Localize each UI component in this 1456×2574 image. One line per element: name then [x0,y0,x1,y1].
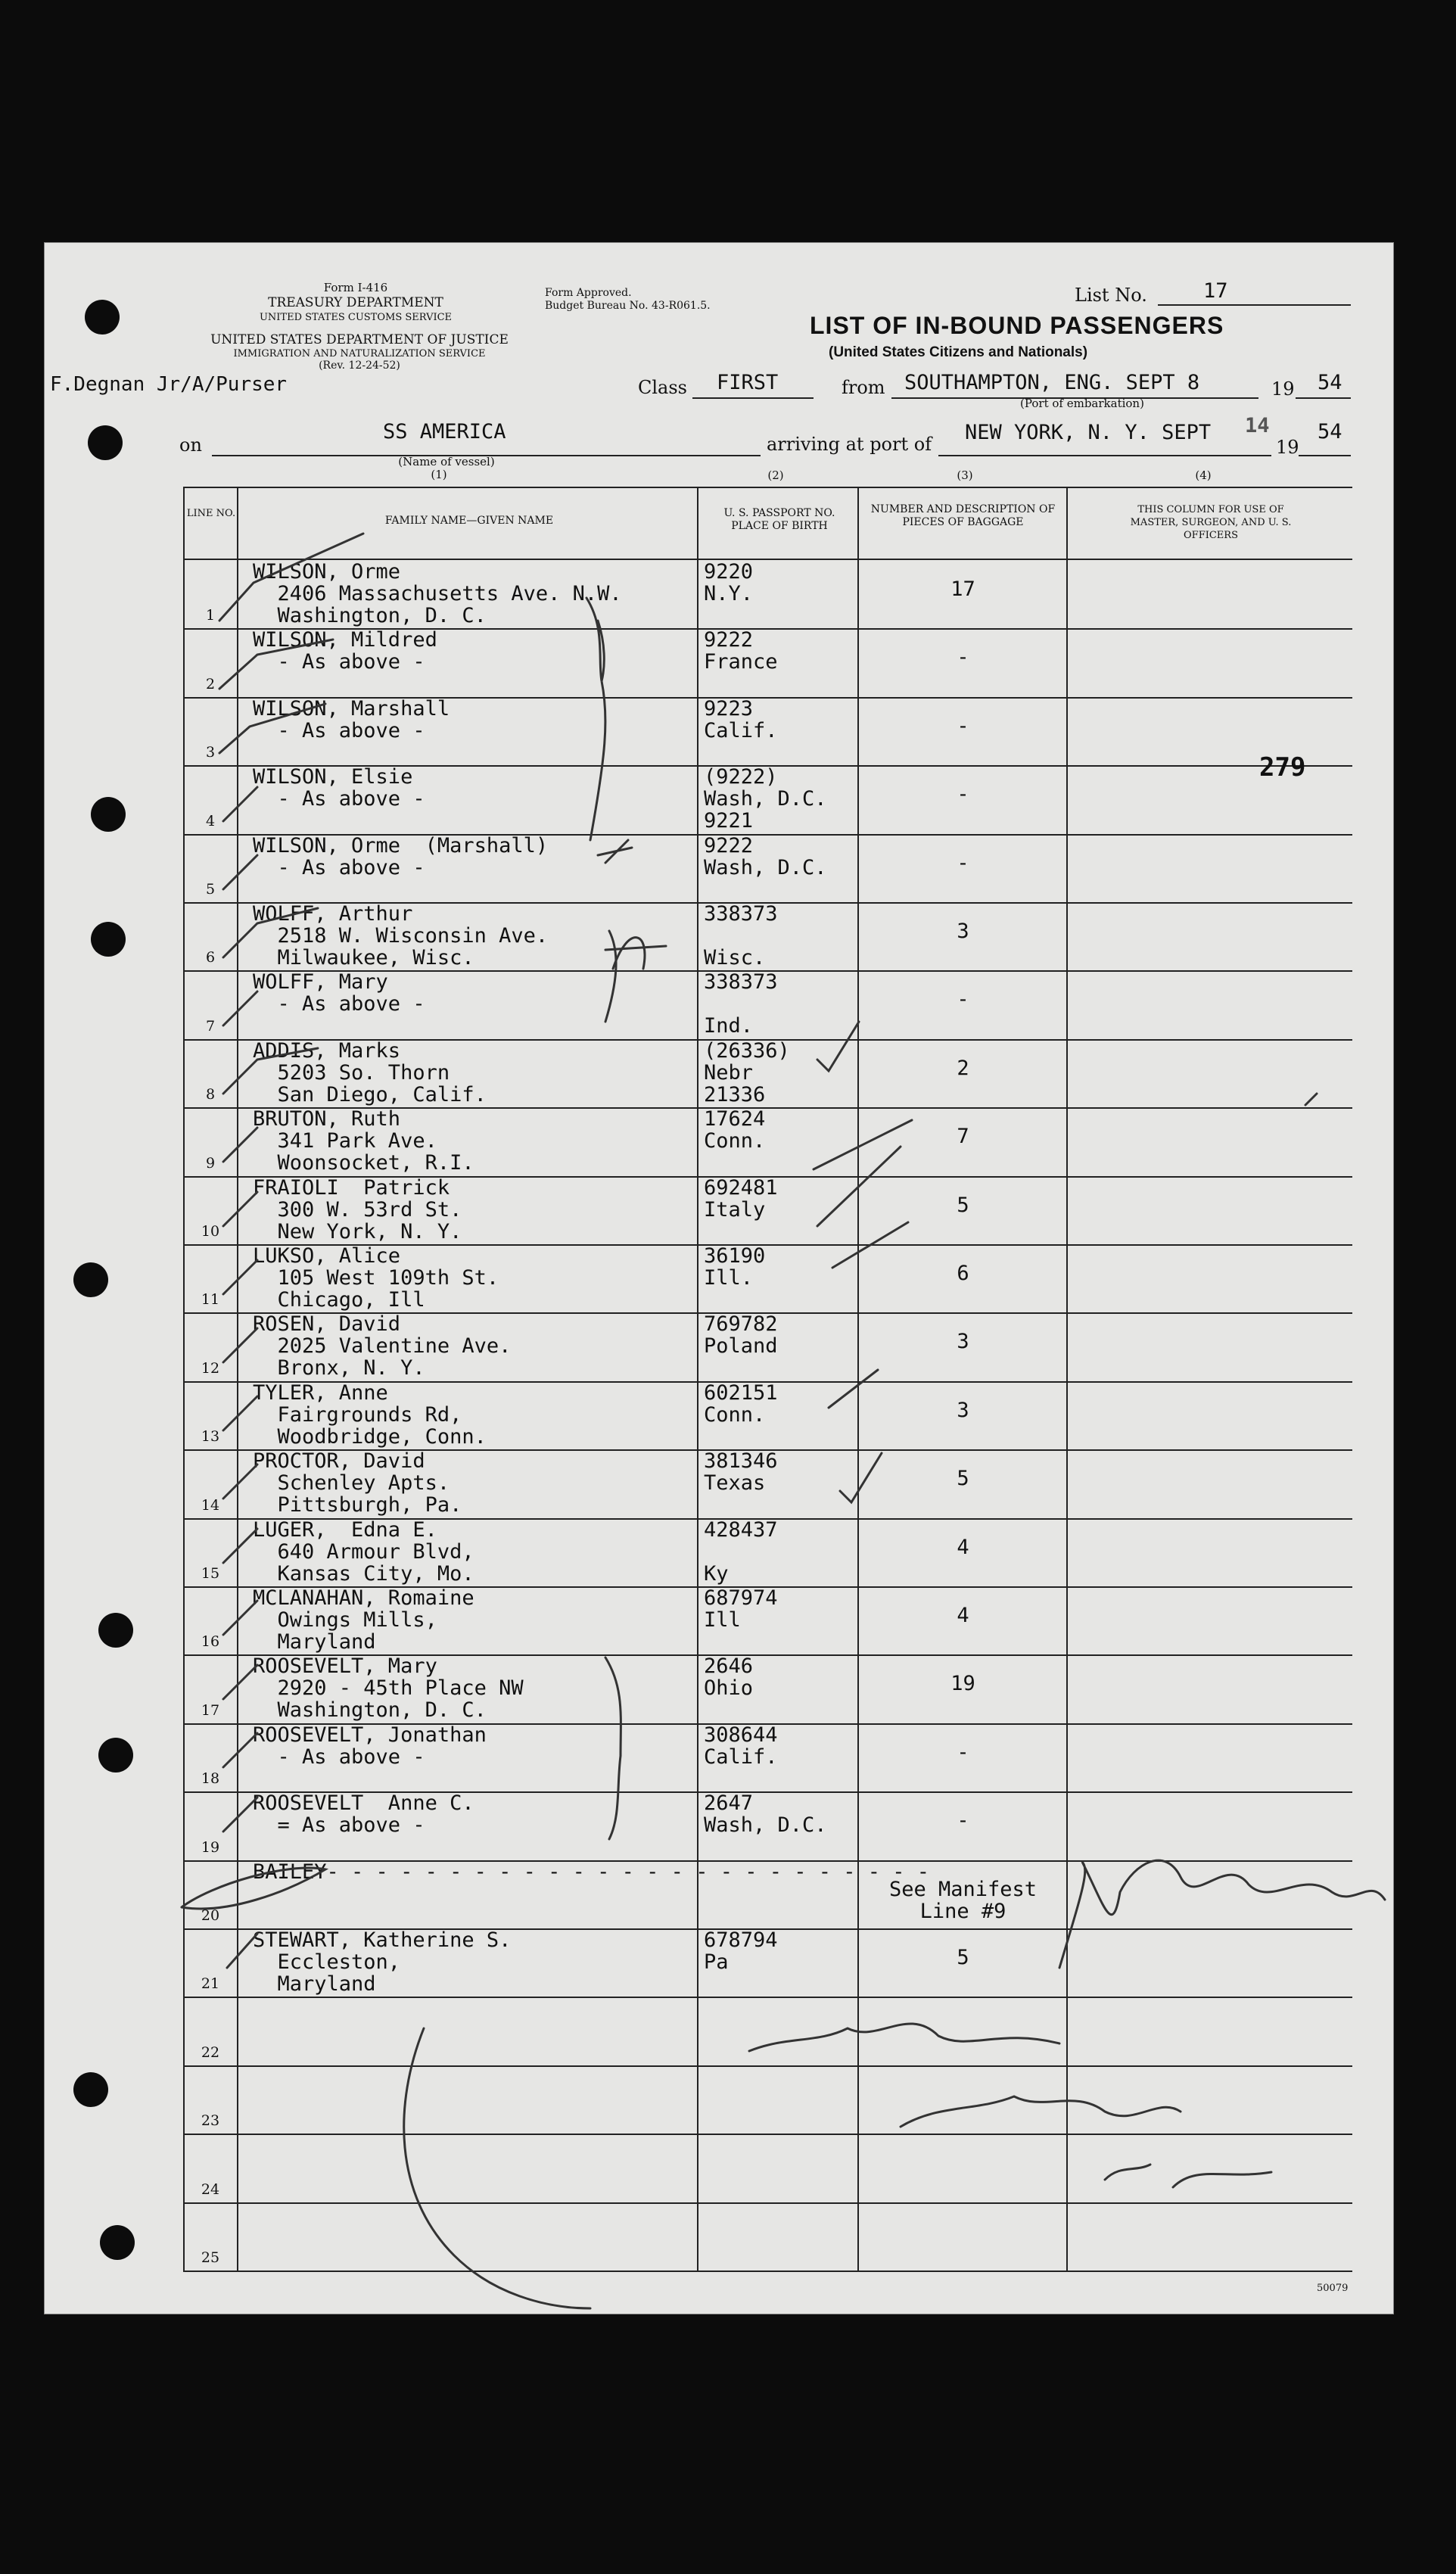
passenger-name: WILSON, Mildred - As above - [253,628,437,674]
year1-prefix: 19 [1271,378,1295,400]
row-line-number: 14 [201,1496,220,1514]
passenger-name: WOLFF, Arthur 2518 W. Wisconsin Ave. Milwaukee, Wisc. [253,902,549,970]
from-value: SOUTHAMPTON, ENG. SEPT 8 [904,371,1200,394]
passport-birthplace: 381346 Texas [704,1449,778,1496]
list-no-label: List No. [1075,285,1147,306]
passenger-name: STEWART, Katherine S. Eccleston, Maryland [253,1928,512,1996]
row-line-number: 11 [201,1291,220,1309]
year1-value: 54 [1318,371,1342,394]
passport-birthplace: 17624 Conn. [704,1107,766,1153]
baggage-count: 17 [950,577,975,601]
passenger-name: LUKSO, Alice 105 West 109th St. Chicago, Ill [253,1244,499,1312]
row-line-number: 22 [201,2043,220,2061]
form-approved: Form Approved. [545,287,632,299]
passport-birthplace: 36190 Ill. [704,1244,766,1290]
passenger-name: WILSON, Marshall - As above - [253,696,450,742]
baggage-count: 2 [957,1056,969,1080]
passport-birthplace: 678794 Pa [704,1928,778,1974]
baggage-count: 3 [957,1398,969,1422]
baggage-count: 4 [957,1604,969,1627]
passenger-name: WILSON, Orme (Marshall) - As above - [253,833,549,879]
passport-birthplace: (26336) Nebr 21336 [704,1038,790,1106]
passenger-name: MCLANAHAN, Romaine Owings Mills, Maryland [253,1586,474,1654]
ins-service: IMMIGRATION AND NATURALIZATION SERVICE [233,348,486,359]
passenger-name: WILSON, Orme 2406 Massachusetts Ave. N.W. Washington, D. C. [253,560,622,627]
footer-code: 50079 [1317,2283,1349,2294]
page-subtitle: (United States Citizens and Nationals) [829,344,1088,360]
list-no-value: 17 [1203,279,1228,303]
header-baggage: NUMBER AND DESCRIPTION OF PIECES OF BAGGAGE [870,503,1056,528]
year2-prefix: 19 [1276,437,1299,458]
baggage-count: - [957,1809,969,1833]
year2-value: 54 [1318,420,1342,444]
passport-birthplace: 9223 Calif. [704,696,778,742]
passenger-name: ADDIS, Marks 5203 So. Thorn San Diego, Calif. [253,1038,487,1106]
baggage-count: See Manifest Line #9 [888,1877,1038,1923]
baggage-count: 19 [950,1672,975,1696]
passenger-name: FRAIOLI Patrick 300 W. 53rd St. New York, N. Y. [253,1175,462,1243]
passport-birthplace: 602151 Conn. [704,1380,778,1427]
vessel-caption: (Name of vessel) [398,455,495,468]
baggage-count: 5 [957,1193,969,1217]
passport-birthplace: 2646 Ohio [704,1654,754,1701]
passenger-name: LUGER, Edna E. 640 Armour Blvd, Kansas City, Mo. [253,1517,474,1586]
passport-birthplace: 769782 Poland [704,1312,778,1359]
header-line-no: LINE NO. [186,508,236,519]
row-line-number: 9 [205,1154,216,1172]
row-line-number: 23 [201,2112,220,2130]
purser-name: F.Degnan Jr/A/Purser [50,373,288,396]
passenger-name: ROOSEVELT, Jonathan - As above - [253,1723,487,1769]
passenger-name: TYLER, Anne Fairgrounds Rd, Woodbridge, Conn. [253,1380,487,1449]
treasury-dept: TREASURY DEPARTMENT [268,295,443,310]
header-passport-num: (2) [767,468,784,482]
customs-service: UNITED STATES CUSTOMS SERVICE [259,312,453,323]
header-baggage-num: (3) [957,468,973,482]
passport-birthplace: 9222 France [704,628,778,674]
row-line-number: 18 [201,1770,220,1788]
vessel-name: SS AMERICA [383,420,506,444]
passport-birthplace: 9220 N.Y. [704,560,754,605]
baggage-count: - [957,783,969,807]
arrival-value: NEW YORK, N. Y. SEPT [965,421,1212,444]
passenger-name: BRUTON, Ruth 341 Park Ave. Woonsocket, R.I. [253,1107,474,1175]
arriving-label: arriving at port of [767,434,932,455]
row-line-number: 3 [205,744,216,761]
page-title: LIST OF IN-BOUND PASSENGERS [810,312,1224,339]
row-line-number: 12 [201,1359,220,1377]
passenger-name: BAILEY- - - - - - - - - - - - - - - - - - - - - - - - - [253,1860,930,1884]
baggage-count: - [957,714,969,738]
row-line-number: 6 [205,949,216,966]
row-line-number: 15 [201,1565,220,1582]
row-line-number: 1 [205,607,216,624]
baggage-count: - [957,646,969,670]
row-line-number: 8 [205,1086,216,1103]
baggage-count: - [957,851,969,875]
baggage-count: 5 [957,1467,969,1491]
row-line-number: 10 [201,1223,220,1240]
row-line-number: 13 [201,1428,220,1446]
class-label: Class [638,377,687,398]
header-name: FAMILY NAME—GIVEN NAME [384,515,554,527]
passenger-name: WILSON, Elsie - As above - [253,765,425,811]
row-line-number: 21 [201,1975,220,1993]
passport-birthplace: 338373 Wisc. [704,902,778,970]
row-line-number: 17 [201,1701,220,1719]
form-revision: (Rev. 12-24-52) [319,359,400,372]
baggage-count: 3 [957,1330,969,1354]
port-embark-caption: (Port of embarkation) [1020,397,1144,410]
passenger-name: WOLFF, Mary - As above - [253,970,425,1016]
row-line-number: 20 [201,1907,220,1924]
row-line-number: 16 [201,1633,220,1651]
justice-dept: UNITED STATES DEPARTMENT OF JUSTICE [210,332,509,347]
passport-birthplace: 692481 Italy [704,1175,778,1222]
header-passport: U. S. PASSPORT NO. PLACE OF BIRTH [723,507,835,532]
baggage-count: 7 [957,1125,969,1149]
arrival-day: 14 [1245,414,1270,437]
passport-birthplace: (9222) Wash, D.C. 9221 [704,765,827,833]
passport-birthplace: 428437 Ky [704,1517,778,1586]
row-line-number: 24 [201,2180,220,2198]
header-officers-num: (4) [1195,468,1212,482]
passenger-name: ROOSEVELT Anne C. = As above - [253,1791,474,1838]
passport-birthplace: 338373 Ind. [704,970,778,1038]
vessel-caption-num: (1) [431,468,447,481]
baggage-count: - [957,1740,969,1764]
row-line-number: 25 [201,2249,220,2266]
row-line-number: 2 [205,675,216,693]
row-line-number: 19 [201,1838,220,1856]
baggage-count: - [957,988,969,1012]
row-line-number: 5 [205,881,216,898]
baggage-count: 5 [957,1946,969,1969]
passenger-name: ROOSEVELT, Mary 2920 - 45th Place NW Washington, D. C. [253,1654,524,1723]
header-officers: THIS COLUMN FOR USE OF MASTER, SURGEON, AND U. S. OFFICERS [1130,504,1292,541]
row-line-number: 7 [205,1017,216,1035]
baggage-count: 6 [957,1262,969,1285]
from-label: from [842,377,885,398]
on-label: on [179,434,202,456]
passport-birthplace: 308644 Calif. [704,1723,778,1769]
form-number: Form I-416 [323,281,388,294]
budget-bureau: Budget Bureau No. 43-R061.5. [545,300,711,312]
passenger-name: PROCTOR, David Schenley Apts. Pittsburgh, Pa. [253,1449,462,1517]
class-value: FIRST [717,371,779,394]
passport-birthplace: 2647 Wash, D.C. [704,1791,827,1838]
baggage-count: 4 [957,1535,969,1559]
passport-birthplace: 9222 Wash, D.C. [704,833,827,879]
passenger-name: ROSEN, David 2025 Valentine Ave. Bronx, N. Y. [253,1312,512,1380]
baggage-count: 3 [957,920,969,943]
officer-number: 279 [1259,752,1306,783]
row-line-number: 4 [205,812,216,829]
passport-birthplace: 687974 Ill [704,1586,778,1632]
